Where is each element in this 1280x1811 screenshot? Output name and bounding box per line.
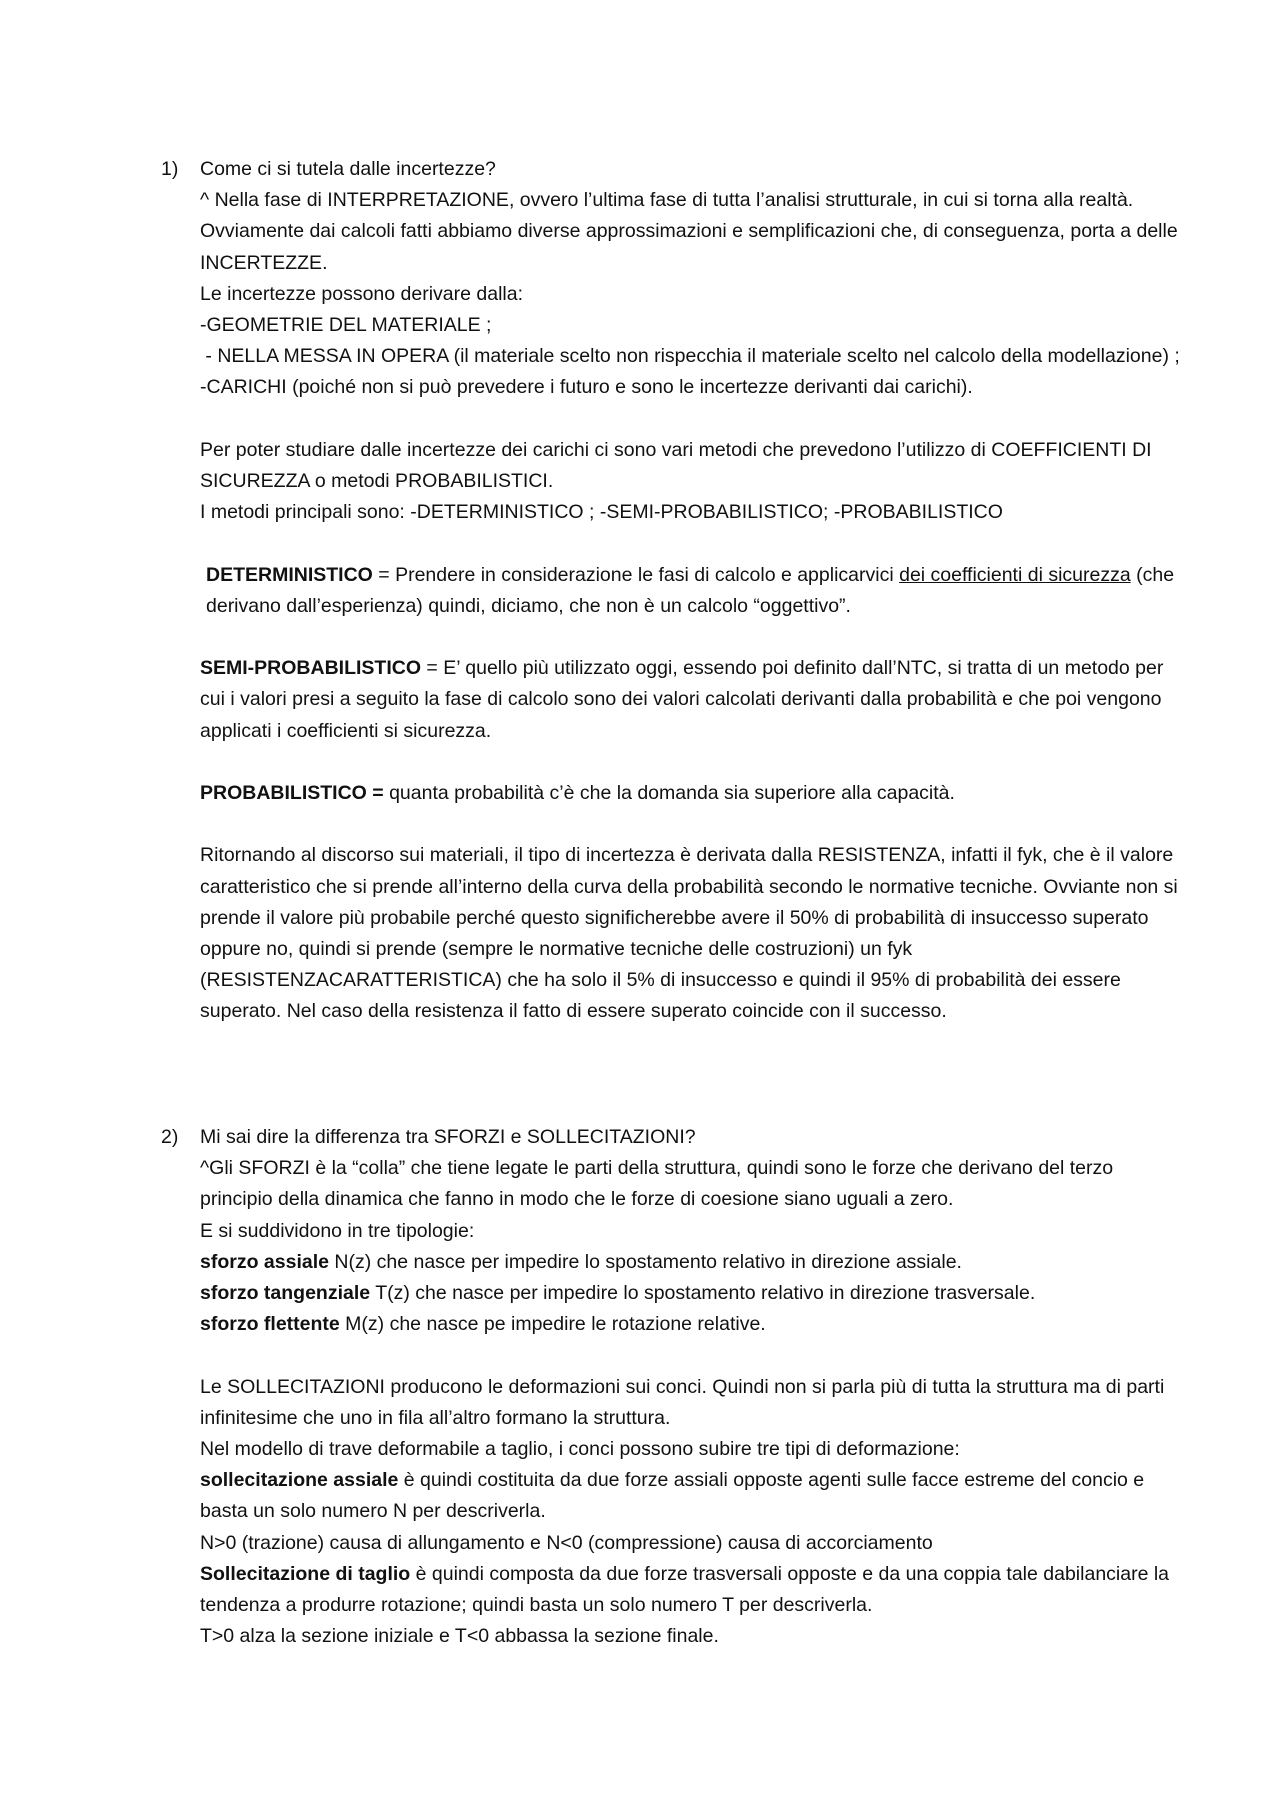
question-2-block [200,1122,1180,1652]
text-span: T(z) che nasce per impedire lo spostamento relativo in direzione trasversale. [370,1282,1036,1305]
deterministico-term: DETERMINISTICO [206,563,373,586]
paragraph: Nel modello di trave deformabile a taglio, i conci possono subire tre tipi di deformazione: [200,1438,960,1461]
term: sforzo flettente [200,1313,340,1336]
sforzo-flettente-line [200,1309,1180,1340]
paragraph: -GEOMETRIE DEL MATERIALE ; [200,314,492,337]
probabilistico-term: PROBABILISTICO = [200,782,384,804]
term: sforzo tangenziale [200,1282,371,1305]
paragraph: E si suddividono in tre tipologie: [200,1219,475,1242]
deterministico-paragraph [200,560,1180,622]
term: sforzo assiale [200,1250,329,1273]
paragraph: -CARICHI (poiché non si può prevedere i futuro e sono le incertezze derivanti dai carichi). [200,376,973,399]
paragraph: ^Gli SFORZI è la “colla” che tiene legate le parti della struttura, quindi sono le forze che derivano del terzo principio della dinamica che fanno in modo che le forze di coesione siano uguali a zero. [200,1157,1114,1211]
paragraph: Ritornando al discorso sui materiali, il tipo di incertezza è derivata dalla RESISTENZA, infatti il fyk, che è il valore caratteristico che si prende all’interno della curva della probabilità secondo le normative tecniche. Ovviante non si prende il valore più probabile perché questo significherebbe avere il 50% di probabilità di insuccesso superato oppure no, quindi si prende (sempre le normative tecniche delle costruzioni) un fyk (RESISTENZACARATTERISTICA) che ha solo il 5% di insuccesso e quindi il 95% di probabilità dei essere superato. Nel caso della resistenza il fatto di essere superato coincide con il successo. [200,844,1178,1023]
question-1-block [200,154,1180,1028]
text-span: N(z) che nasce per impedire lo spostamento relativo in direzione assiale. [328,1250,962,1273]
term: Sollecitazione di taglio [200,1562,411,1585]
paragraph: Per poter studiare dalle incertezze dei carichi ci sono vari metodi che prevedono l’utilizzo di COEFFICIENTI DI SICUREZZA o metodi PROBABILISTICI. [200,438,1152,493]
question-2-title: Mi sai dire la differenza tra SFORZI e SOLLECITAZIONI? [200,1126,696,1148]
text-span: = Prendere in considerazione le fasi di calcolo e applicarvici [372,563,900,586]
text-span: (che derivano dall’esperienza) quindi, diciamo, che non è un calcolo “oggettivo”. [206,563,1175,617]
underlined-text: dei coefficienti di sicurezza [899,563,1131,586]
list-number-2: 2) [161,1126,179,1148]
list-number-1: 1) [161,158,179,180]
semi-probabilistico-paragraph [200,653,1180,747]
sollecitazione-taglio-paragraph [200,1559,1180,1621]
text-span: M(z) che nasce pe impedire le rotazione relative. [339,1313,766,1336]
paragraph: N>0 (trazione) causa di allungamento e N<0 (compressione) causa di accorciamento [200,1531,933,1554]
sforzo-assiale-line [200,1247,1180,1278]
sollecitazione-assiale-paragraph [200,1465,1180,1527]
probabilistico-paragraph [200,778,1180,809]
sforzo-tangenziale-line [200,1278,1180,1309]
paragraph: T>0 alza la sezione iniziale e T<0 abbassa la sezione finale. [200,1625,719,1648]
question-1-title: Come ci si tutela dalle incertezze? [200,158,496,180]
text-span: quanta probabilità c’è che la domanda sia superiore alla capacità. [383,782,955,804]
paragraph: Le SOLLECITAZIONI producono le deformazioni sui conci. Quindi non si parla più di tutta la struttura ma di parti infinitesime che uno in fila all’altro formano la struttura. [200,1375,1165,1429]
term: sollecitazione assiale [200,1469,399,1492]
text-span: è quindi composta da due forze trasversali opposte e da una coppia tale dabilanciare la tendenza a produrre rotazione; quindi basta un solo numero T per descriverla. [200,1562,1170,1617]
text-span: = E’ quello più utilizzato oggi, essendo poi definito dall’NTC, si tratta di un metodo per cui i valori presi a seguito la fase di calcolo sono dei valori calcolati derivanti dalla probabilità e che poi vengono applicati i coefficienti si sicurezza. [200,657,1164,742]
paragraph: I metodi principali sono: -DETERMINISTICO ; -SEMI-PROBABILISTICO; -PROBABILISTICO [200,501,1003,524]
semi-probabilistico-term: SEMI-PROBABILISTICO [200,657,422,680]
paragraph: ^ Nella fase di INTERPRETAZIONE, ovvero l’ultima fase di tutta l’analisi strutturale, in cui si torna alla realtà. Ovviamente dai calcoli fatti abbiamo diverse approssimazioni e semplificazioni che, di conseguenza, porta a delle INCERTEZZE. [200,189,1178,274]
text-span: è quindi costituita da due forze assiali opposte agenti sulle facce estreme del concio e basta un solo numero N per descriverla. [200,1469,1145,1523]
paragraph: - NELLA MESSA IN OPERA (il materiale scelto non rispecchia il materiale scelto nel calcolo della modellazione) ; [200,345,1180,368]
paragraph: Le incertezze possono derivare dalla: [200,282,524,305]
